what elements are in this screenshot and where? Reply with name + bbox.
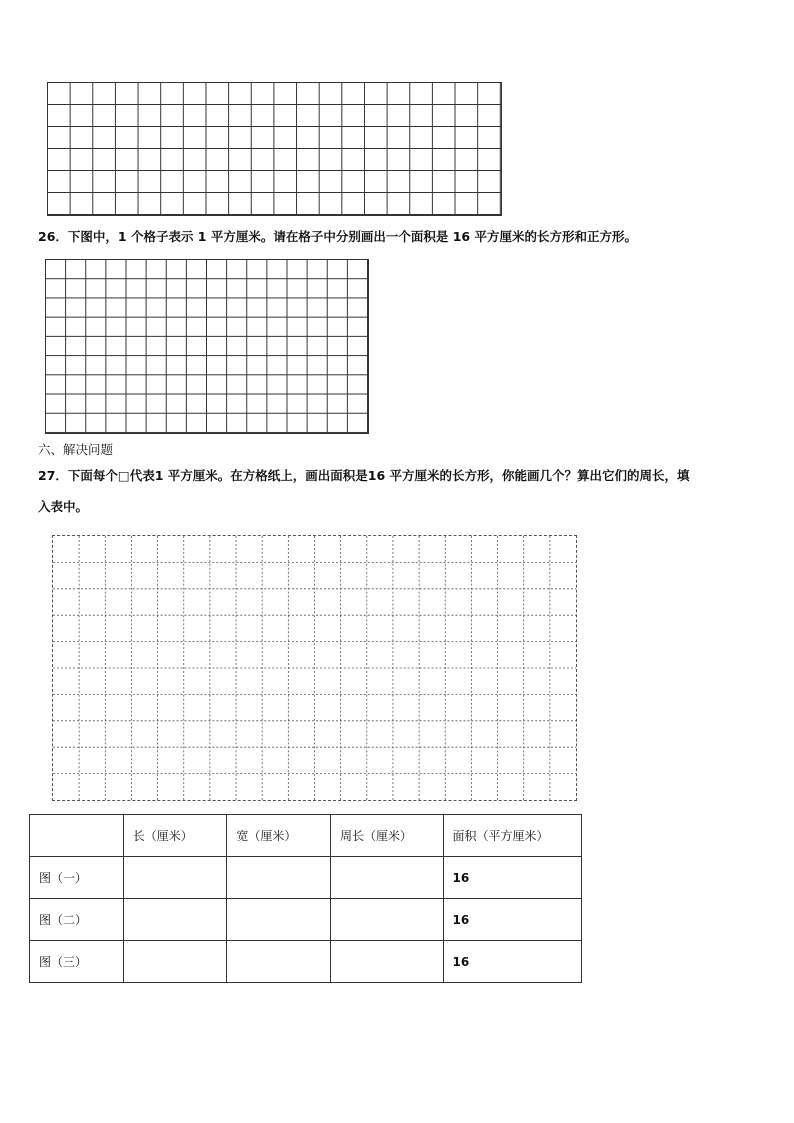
width-cell[interactable] [227, 899, 331, 941]
row-label: 图（二） [30, 899, 124, 941]
perimeter-cell[interactable] [330, 941, 443, 983]
area-cell: 16 [443, 941, 581, 983]
width-cell[interactable] [227, 941, 331, 983]
dotted-grid-paper-question-27 [52, 535, 577, 801]
length-cell[interactable] [123, 899, 227, 941]
area-cell: 16 [443, 857, 581, 899]
area-cell: 16 [443, 899, 581, 941]
dotted-grid-lines [53, 536, 576, 800]
grid-paper-question-26 [45, 259, 369, 434]
row-label: 图（三） [30, 941, 124, 983]
width-cell[interactable] [227, 857, 331, 899]
table-header-area: 面积（平方厘米） [443, 815, 581, 857]
table-row [30, 941, 582, 983]
table-header-blank [30, 815, 124, 857]
table-header-length: 长（厘米） [123, 815, 227, 857]
table-header-row [30, 815, 582, 857]
row-label: 图（一） [30, 857, 124, 899]
table-header-width: 宽（厘米） [227, 815, 331, 857]
question-27-line-1: 27．下面每个□代表1 平方厘米。在方格纸上，画出面积是16 平方厘米的长方形，你能画几个？算出它们的周长，填 [38, 468, 690, 483]
table-header-perimeter: 周长（厘米） [330, 815, 443, 857]
answer-table [29, 814, 582, 983]
question-26-text: 26．下图中，1 个格子表示 1 平方厘米。请在格子中分别画出一个面积是 16 平方厘米的长方形和正方形。 [38, 229, 637, 244]
section-heading: 六、解决问题 [38, 442, 114, 457]
perimeter-cell[interactable] [330, 857, 443, 899]
length-cell[interactable] [123, 857, 227, 899]
question-27-line-2: 入表中。 [38, 499, 89, 514]
grid-paper-top [47, 82, 502, 216]
perimeter-cell[interactable] [330, 899, 443, 941]
table-row [30, 899, 582, 941]
table-row [30, 857, 582, 899]
length-cell[interactable] [123, 941, 227, 983]
